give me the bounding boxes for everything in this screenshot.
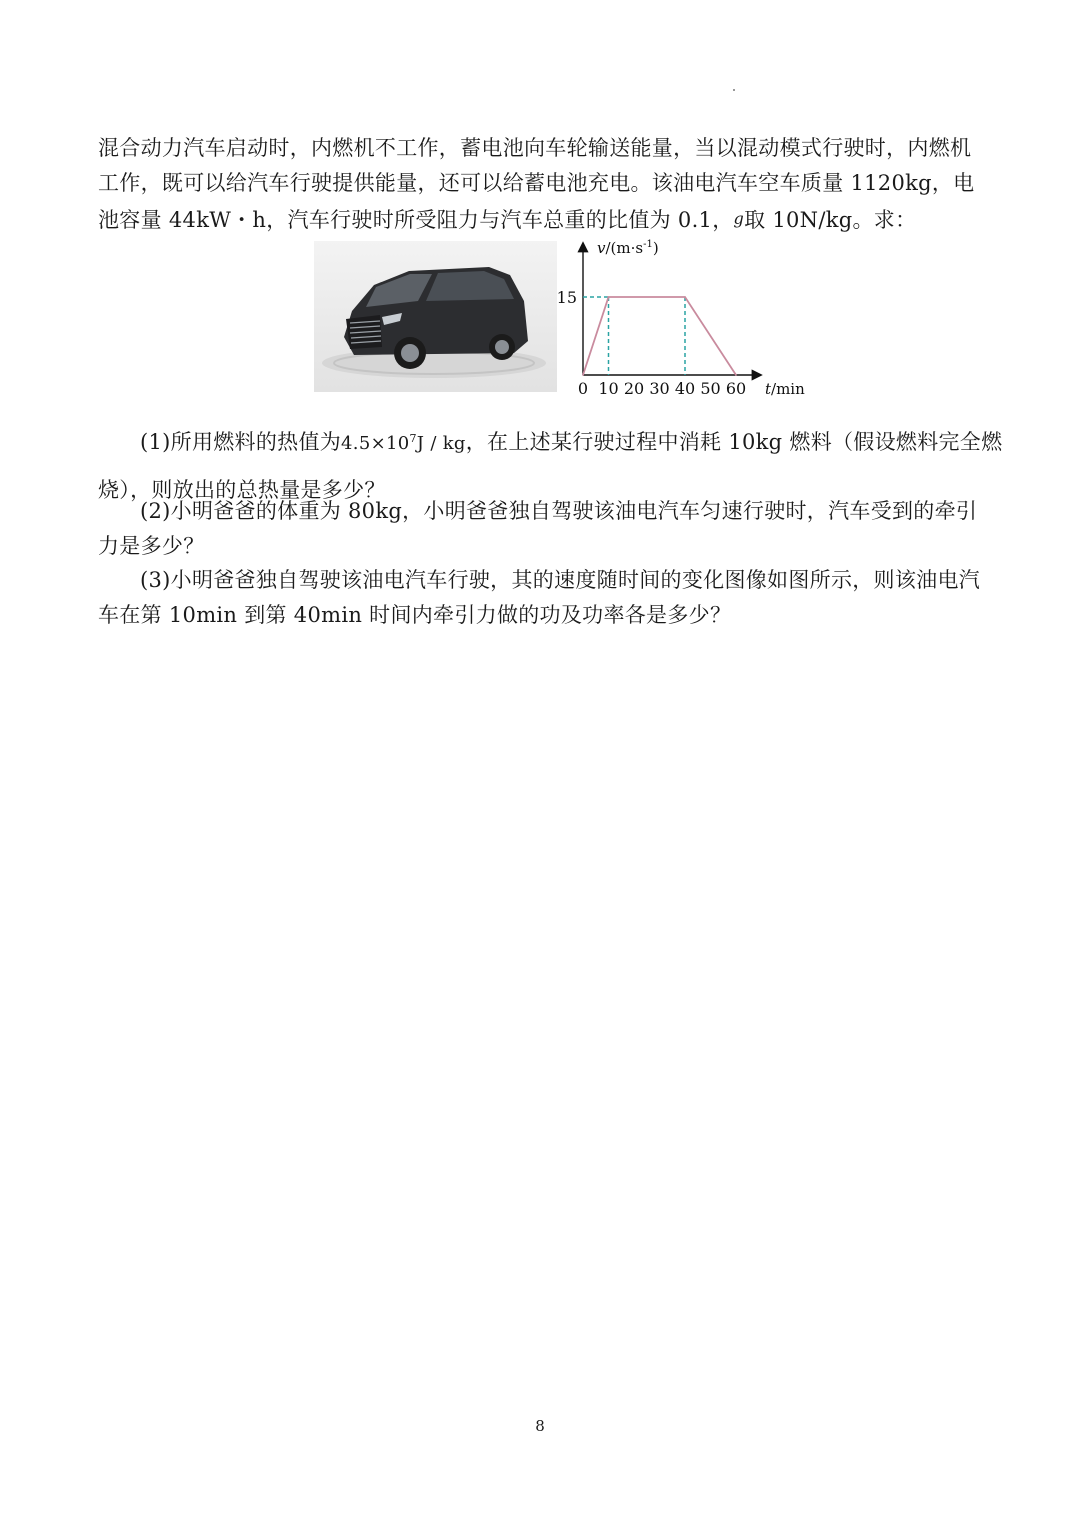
formula-base: 4.5×10 [341, 433, 410, 454]
intro-line-3-b: 取 10N/kg。求： [744, 208, 917, 232]
x-tick-label: 10 [598, 379, 619, 398]
y-axis-unit: /(m·s [605, 239, 644, 257]
x-tick-label: 30 [649, 379, 670, 398]
x-tick-label: 0 [577, 379, 589, 398]
intro-paragraph [98, 131, 988, 238]
velocity-time-chart [555, 232, 815, 402]
question-1-prefix: (1)所用燃料的热值为 [140, 430, 342, 454]
formula-unit: J / kg [416, 433, 466, 454]
x-axis-label [765, 380, 805, 398]
intro-line-1: 混合动力汽车启动时，内燃机不工作，蓄电池向车轮输送能量，当以混动模式行驶时，内燃机 [98, 136, 972, 160]
question-3-line-1: (3)小明爸爸独自驾驶该油电汽车行驶，其的速度随时间的变化图像如图所示，则该油电汽 [140, 568, 981, 592]
question-2-line-2: 力是多少？ [98, 534, 205, 558]
g-symbol: g [733, 209, 745, 228]
velocity-series-line [583, 297, 736, 375]
scan-dot [733, 89, 735, 91]
x-axis-var: t [765, 380, 772, 398]
x-tick-label: 40 [674, 379, 696, 398]
car-photo-icon [314, 241, 557, 392]
velocity-point [735, 374, 737, 376]
x-tick-label: 60 [725, 379, 747, 398]
question-2 [98, 494, 988, 564]
y-axis-exp: -1 [643, 239, 653, 250]
heat-value-formula [341, 433, 466, 454]
question-1-suffix: ，在上述某行驶过程中消耗 10kg 燃料（假设燃料完全燃 [465, 430, 1003, 454]
formula-exponent: 7 [409, 432, 417, 445]
question-2-line-1: (2)小明爸爸的体重为 80kg，小明爸爸独自驾驶该油电汽车匀速行驶时，汽车受到的牵引 [140, 499, 978, 523]
question-1-line-1 [98, 416, 1003, 467]
velocity-point [608, 296, 610, 298]
page-number: 8 [535, 1417, 545, 1435]
x-tick-label: 50 [700, 379, 721, 398]
intro-line-2: 工作，既可以给汽车行驶提供能量，还可以给蓄电池充电。该油电汽车空车质量 1120kg，电 [98, 171, 975, 195]
car-photo [314, 241, 557, 392]
x-tick-label: 20 [623, 379, 645, 398]
intro-line-3-a: 池容量 44kW・h，汽车行驶时所受阻力与汽车总重的比值为 0.1， [98, 208, 734, 232]
y-axis-label [597, 239, 659, 257]
velocity-point [582, 374, 584, 376]
y-axis-var: v [597, 239, 606, 257]
question-3 [98, 563, 988, 633]
x-axis-unit: /min [771, 380, 805, 398]
velocity-time-graph [555, 232, 815, 402]
question-1-line-2: 烧），则放出的总热量是多少？ [98, 478, 386, 502]
y-tick-label: 15 [556, 288, 577, 307]
velocity-point [684, 296, 686, 298]
question-3-line-2: 车在第 10min 到第 40min 时间内牵引力做的功及功率各是多少？ [98, 603, 732, 627]
intro-line-3 [98, 201, 988, 238]
y-axis-close: ) [652, 239, 659, 257]
